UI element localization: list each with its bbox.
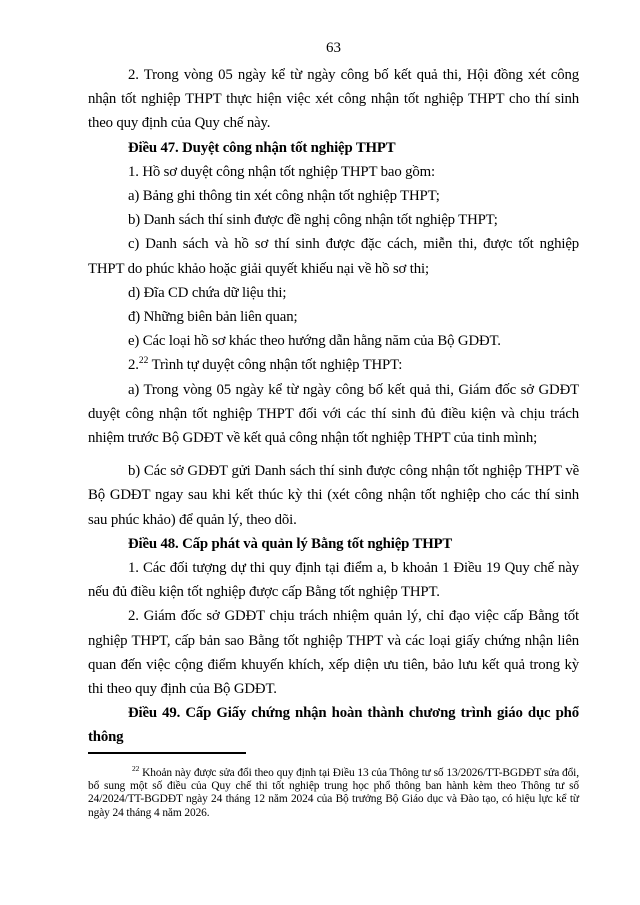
heading-article-48: Điều 48. Cấp phát và quản lý Bằng tốt nghiệp THPT	[128, 535, 453, 552]
heading-article-49: Điều 49. Cấp Giấy chứng nhận hoàn thành chương trình giáo dục phổ thông	[88, 705, 579, 746]
clause-2-text: Trình tự duyệt công nhận tốt nghiệp THPT:	[148, 357, 403, 374]
paragraph-47-clause-2-point-b: b) Các sở GDĐT gửi Danh sách thí sinh được công nhận tốt nghiệp THPT về Bộ GDĐT ngay sau khi kết thúc kỳ thi (xét công nhận tốt nghiệp cho các thí sinh sau phúc khảo) để quản lý, theo dõi.	[88, 463, 579, 528]
paragraph-47-clause-2-point-a: a) Trong vòng 05 ngày kể từ ngày công bố kết quả thi, Giám đốc sở GDĐT duyệt công nhận tốt nghiệp THPT đối với các thí sinh đủ điều kiện và chịu trách nhiệm trước Bộ GDĐT về kết quả công nhận tốt nghiệp THPT của tinh mình;	[88, 381, 579, 447]
footnote-marker-22: 22	[132, 764, 140, 774]
paragraph-47-clause-1: 1. Hồ sơ duyệt công nhận tốt nghiệp THPT bao gồm:	[128, 163, 435, 180]
page-number: 63	[326, 40, 341, 56]
footnote-text-body: Khoản này được sửa đổi theo quy định tại Điều 13 của Thông tư số 13/2026/TT-BGDĐT sửa đổi, bổ sung một số điều của Quy chế thi tốt nghiệp trung học phổ thông ban hành kèm theo Thông tư số 24/2024/TT-BGDĐT ngày 24 tháng 12 năm 2024 của Bộ trưởng Bộ Giáo dục và Đào tạo, có hiệu lực kể từ ngày 24 tháng 4 năm 2026.	[88, 767, 579, 819]
footnote-separator	[88, 752, 246, 754]
paragraph-47-point-e: e) Các loại hồ sơ khác theo hướng dẫn hằng năm của Bộ GDĐT.	[128, 333, 501, 350]
paragraph-47-clause-2	[88, 353, 579, 377]
footnote-22	[88, 764, 579, 820]
paragraph-48-clause-1: 1. Các đối tượng dự thi quy định tại điểm a, b khoản 1 Điều 19 Quy chế này nếu đủ điều kiện tốt nghiệp được cấp Bằng tốt nghiệp THPT.	[88, 560, 579, 601]
footnote-reference-22: 22	[138, 356, 149, 367]
paragraph-47-point-b: b) Danh sách thí sinh được đề nghị công nhận tốt nghiệp THPT;	[128, 212, 498, 229]
paragraph-47-point-dd: đ) Những biên bản liên quan;	[128, 309, 298, 326]
heading-article-47: Điều 47. Duyệt công nhận tốt nghiệp THPT	[128, 139, 396, 156]
text-block	[88, 38, 579, 750]
paragraph-intro-clause-2: 2. Trong vòng 05 ngày kể từ ngày công bố kết quả thi, Hội đồng xét công nhận tốt nghiệp THPT thực hiện việc xét công nhận tốt nghiệp THPT cho thí sinh theo quy định của Quy chế này.	[88, 67, 579, 132]
paragraph-47-point-c: c) Danh sách và hồ sơ thí sinh được đặc cách, miễn thi, được tốt nghiệp THPT do phúc khảo hoặc giải quyết khiếu nại về hồ sơ thi;	[88, 236, 579, 277]
paragraph-48-clause-2: 2. Giám đốc sở GDĐT chịu trách nhiệm quản lý, chỉ đạo việc cấp Bằng tốt nghiệp THPT, cấp bản sao Bằng tốt nghiệp THPT và các loại giấy chứng nhận liên quan đến việc cộng điểm khuyến khích, xếp diện ưu tiên, bảo lưu kết quả trong kỳ thi theo quy định của Bộ GDĐT.	[88, 608, 579, 698]
paragraph-47-point-d: d) Đĩa CD chứa dữ liệu thi;	[128, 284, 287, 301]
footnote-section	[88, 752, 579, 820]
clause-2-prefix: 2.	[128, 357, 139, 374]
paragraph-47-point-a: a) Bảng ghi thông tin xét công nhận tốt nghiệp THPT;	[128, 188, 440, 205]
